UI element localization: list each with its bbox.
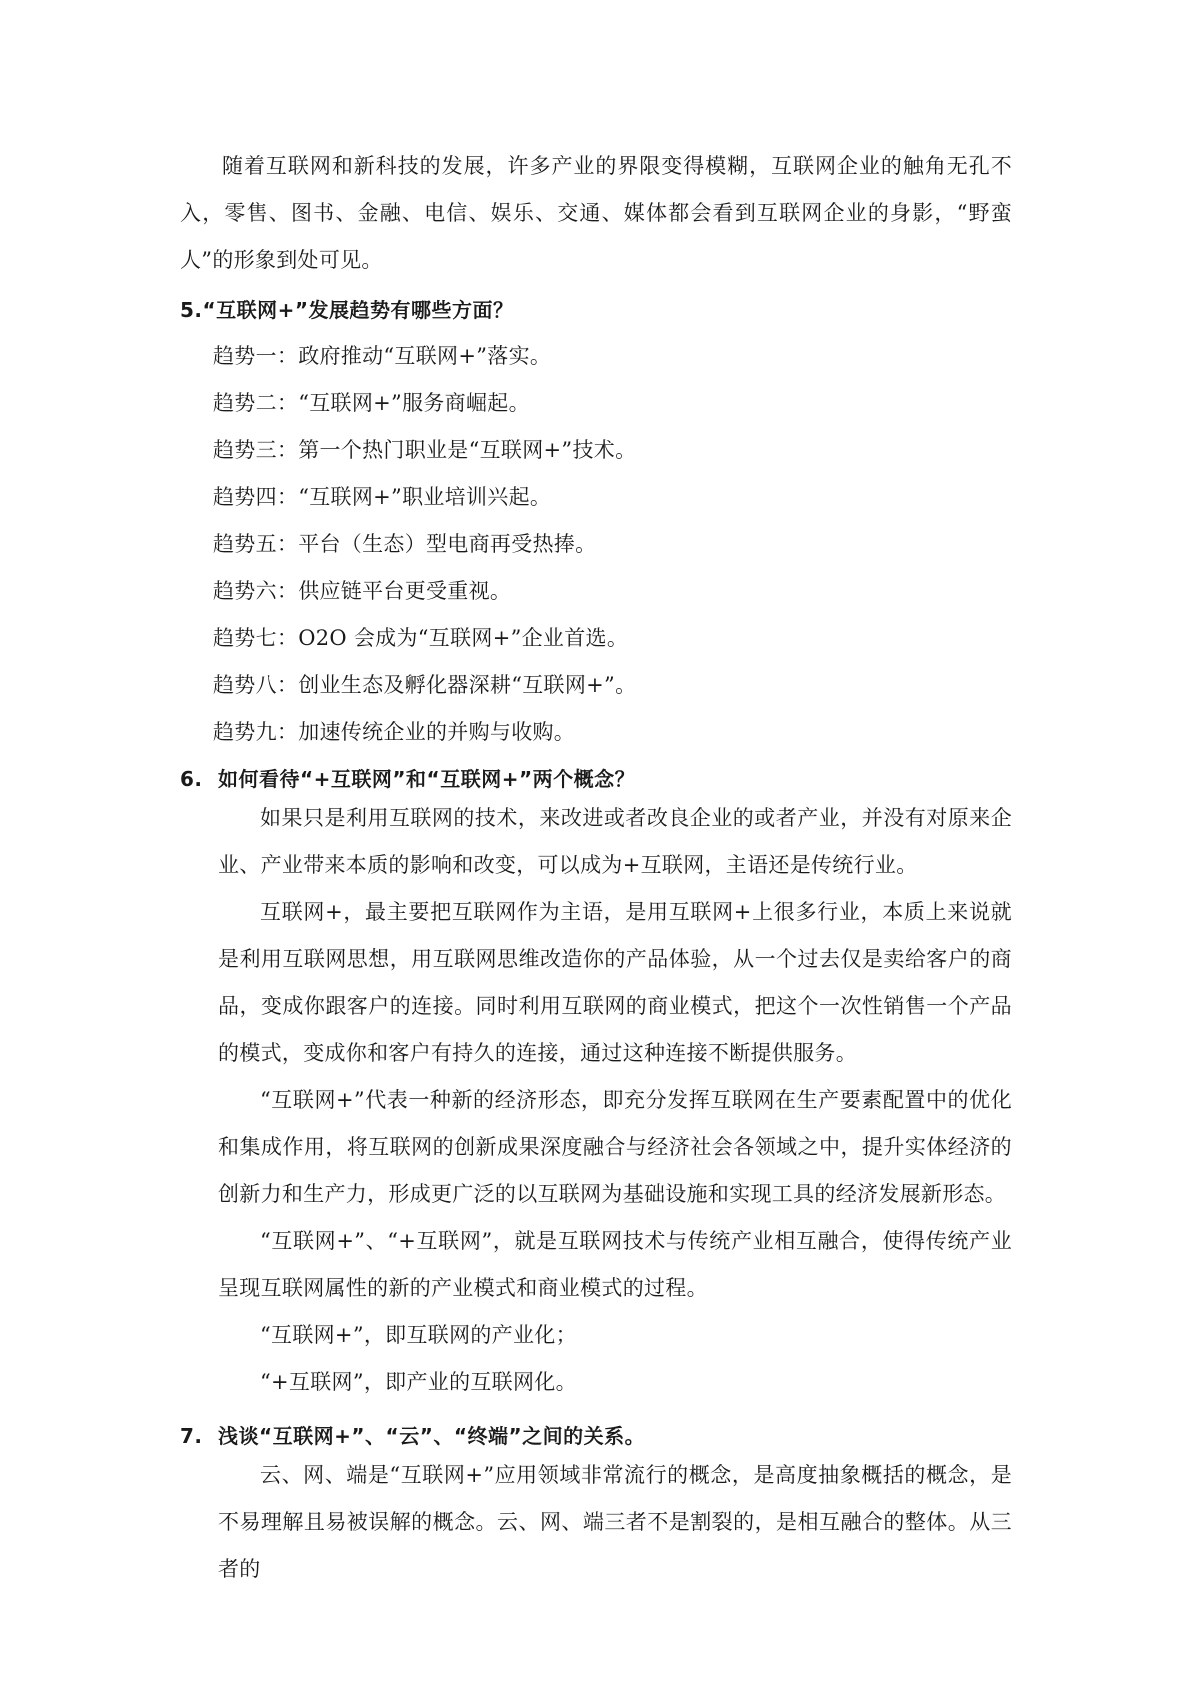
section-6-heading bbox=[180, 764, 635, 794]
section-6-number: 6. bbox=[180, 767, 203, 791]
trend-item: 趋势五：平台（生态）型电商再受热捧。 bbox=[213, 532, 597, 556]
section-6-paragraph-4: “互联网+”、“+互联网”，就是互联网技术与传统产业相互融合，使得传统产业呈现互联网属性的新的产业模式和商业模式的过程。 bbox=[218, 1229, 1012, 1300]
section-5-heading bbox=[180, 295, 514, 325]
section-6-paragraph-3: “互联网+”代表一种新的经济形态，即充分发挥互联网在生产要素配置中的优化和集成作用，将互联网的创新成果深度融合与经济社会各领域之中，提升实体经济的创新力和生产力，形成更广泛的以互联网为基础设施和实现工具的经济发展新形态。 bbox=[218, 1088, 1012, 1206]
trend-item: 趋势三：第一个热门职业是“互联网+”技术。 bbox=[213, 438, 637, 462]
trend-item: 趋势一：政府推动“互联网+”落实。 bbox=[213, 344, 552, 368]
intro-paragraph: 随着互联网和新科技的发展，许多产业的界限变得模糊，互联网企业的触角无孔不入，零售、图书、金融、电信、娱乐、交通、媒体都会看到互联网企业的身影，“野蛮人”的形象到处可见。 bbox=[180, 154, 1012, 272]
trend-item: 趋势六：供应链平台更受重视。 bbox=[213, 579, 512, 603]
section-5-title: “互联网+”发展趋势有哪些方面？ bbox=[202, 298, 514, 322]
trend-item: 趋势八：创业生态及孵化器深耕“互联网+”。 bbox=[213, 673, 637, 697]
section-6-paragraph-1: 如果只是利用互联网的技术，来改进或者改良企业的或者产业，并没有对原来企业、产业带来本质的影响和改变，可以成为+互联网，主语还是传统行业。 bbox=[218, 806, 1012, 877]
section-7-title: 浅谈“互联网+”、“云”、“终端”之间的关系。 bbox=[218, 1424, 646, 1448]
trend-item: 趋势二：“互联网+”服务商崛起。 bbox=[213, 391, 530, 415]
trend-item: 趋势七：O2O 会成为“互联网+”企业首选。 bbox=[213, 626, 629, 650]
section-7-heading bbox=[180, 1421, 645, 1451]
section-7-number: 7. bbox=[180, 1424, 203, 1448]
section-6-paragraph-5: “互联网+”，即互联网的产业化； bbox=[260, 1323, 577, 1347]
section-6-paragraph-6: “+互联网”，即产业的互联网化。 bbox=[260, 1370, 577, 1394]
section-5-number: 5. bbox=[180, 298, 203, 322]
trend-item: 趋势四：“互联网+”职业培训兴起。 bbox=[213, 485, 552, 509]
section-6-paragraph-2: 互联网+，最主要把互联网作为主语，是用互联网+上很多行业，本质上来说就是利用互联网思想，用互联网思维改造你的产品体验，从一个过去仅是卖给客户的商品，变成你跟客户的连接。同时利用互联网的商业模式，把这个一次性销售一个产品的模式，变成你和客户有持久的连接，通过这种连接不断提供服务。 bbox=[218, 900, 1012, 1065]
section-7-paragraph-1: 云、网、端是“互联网+”应用领域非常流行的概念，是高度抽象概括的概念，是不易理解且易被误解的概念。云、网、端三者不是割裂的，是相互融合的整体。从三者的 bbox=[218, 1463, 1012, 1581]
section-6-title: 如何看待“+互联网”和“互联网+”两个概念？ bbox=[218, 767, 636, 791]
trend-item: 趋势九：加速传统企业的并购与收购。 bbox=[213, 720, 576, 744]
